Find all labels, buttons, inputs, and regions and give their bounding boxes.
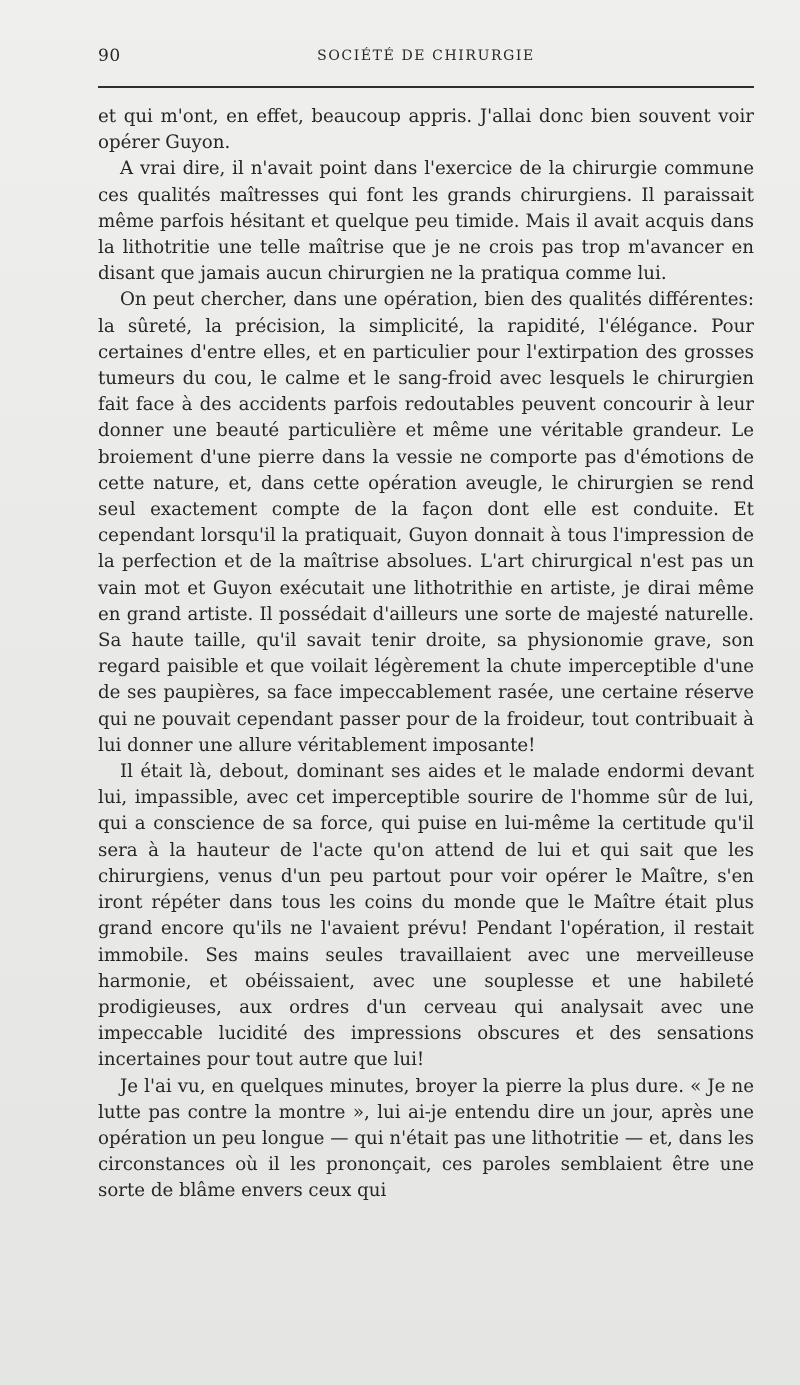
page-number: 90: [98, 46, 121, 66]
paragraph: Je l'ai vu, en quelques minutes, broyer la pierre la plus dure. « Je ne lutte pas contre la montre », lui ai-je entendu dire un jour, après une opération un peu longue — qui n'était pas une lithotritie — et, dans les circonstances où il les prononçait, ces paroles semblaient être une sorte de blâme envers ceux qui: [98, 1075, 754, 1202]
running-head: SOCIÉTÉ DE CHIRURGIE: [317, 48, 535, 64]
page-header: [98, 46, 754, 74]
paragraph: Il était là, debout, dominant ses aides et le malade endormi devant lui, impassible, avec cet imperceptible sourire de l'homme sûr de lui, qui a conscience de sa force, qui puise en lui-même la certitude qu'il sera à la hauteur de l'acte qu'on attend de lui et qui sait que les chirurgiens, venus d'un peu partout pour voir opérer le Maître, s'en iront répéter dans tous les coins du monde que le Maître était plus grand encore qu'ils ne l'avaient prévu! Pendant l'opération, il restait immobile. Ses mains seules travaillaient avec une merveilleuse harmonie, et obéissaient, avec une souplesse et une habileté prodigieuses, aux ordres d'un cerveau qui analysait avec une impeccable lucidité des impressions obscures et des sensations incertaines pour tout autre que lui!: [98, 761, 754, 1071]
header-rule: [98, 86, 754, 88]
paragraph: On peut chercher, dans une opération, bien des qualités différentes: la sûreté, la précision, la simplicité, la rapidité, l'élégance. Pour certaines d'entre elles, et en particulier pour l'extirpation des grosses tumeurs du cou, le calme et le sang-froid avec lesquels le chirurgien fait face à des accidents parfois redoutables peuvent concourir à leur donner une beauté particulière et même une véritable grandeur. Le broiement d'une pierre dans la vessie ne comporte pas d'émotions de cette nature, et, dans cette opération aveugle, le chirurgien se rend seul exactement compte de la façon dont elle est conduite. Et cependant lorsqu'il la pratiquait, Guyon donnait à tous l'impression de la perfection et de la maîtrise absolues. L'art chirurgical n'est pas un vain mot et Guyon exécutait une lithotrithie en artiste, je dirai même en grand artiste. Il possédait d'ailleurs une sorte de majesté naturelle. Sa haute taille, qu'il savait tenir droite, sa physionomie grave, son regard paisible et que voilait légèrement la chute imperceptible d'une de ses paupières, sa face impeccablement rasée, une certaine réserve qui ne pouvait cependant passer pour de la froideur, tout contribuait à lui donner une allure véritablement imposante!: [98, 289, 754, 756]
body-text: [98, 104, 754, 1205]
paragraph: A vrai dire, il n'avait point dans l'exercice de la chirurgie commune ces qualités maîtresses qui font les grands chirurgiens. Il paraissait même parfois hésitant et quelque peu timide. Mais il avait acquis dans la lithotritie une telle maîtrise que je ne crois pas trop m'avancer en disant que jamais aucun chirurgien ne la pratiqua comme lui.: [98, 158, 754, 285]
paragraph-continuation: et qui m'ont, en effet, beaucoup appris. J'allai donc bien souvent voir opérer Guyon.: [98, 106, 754, 154]
